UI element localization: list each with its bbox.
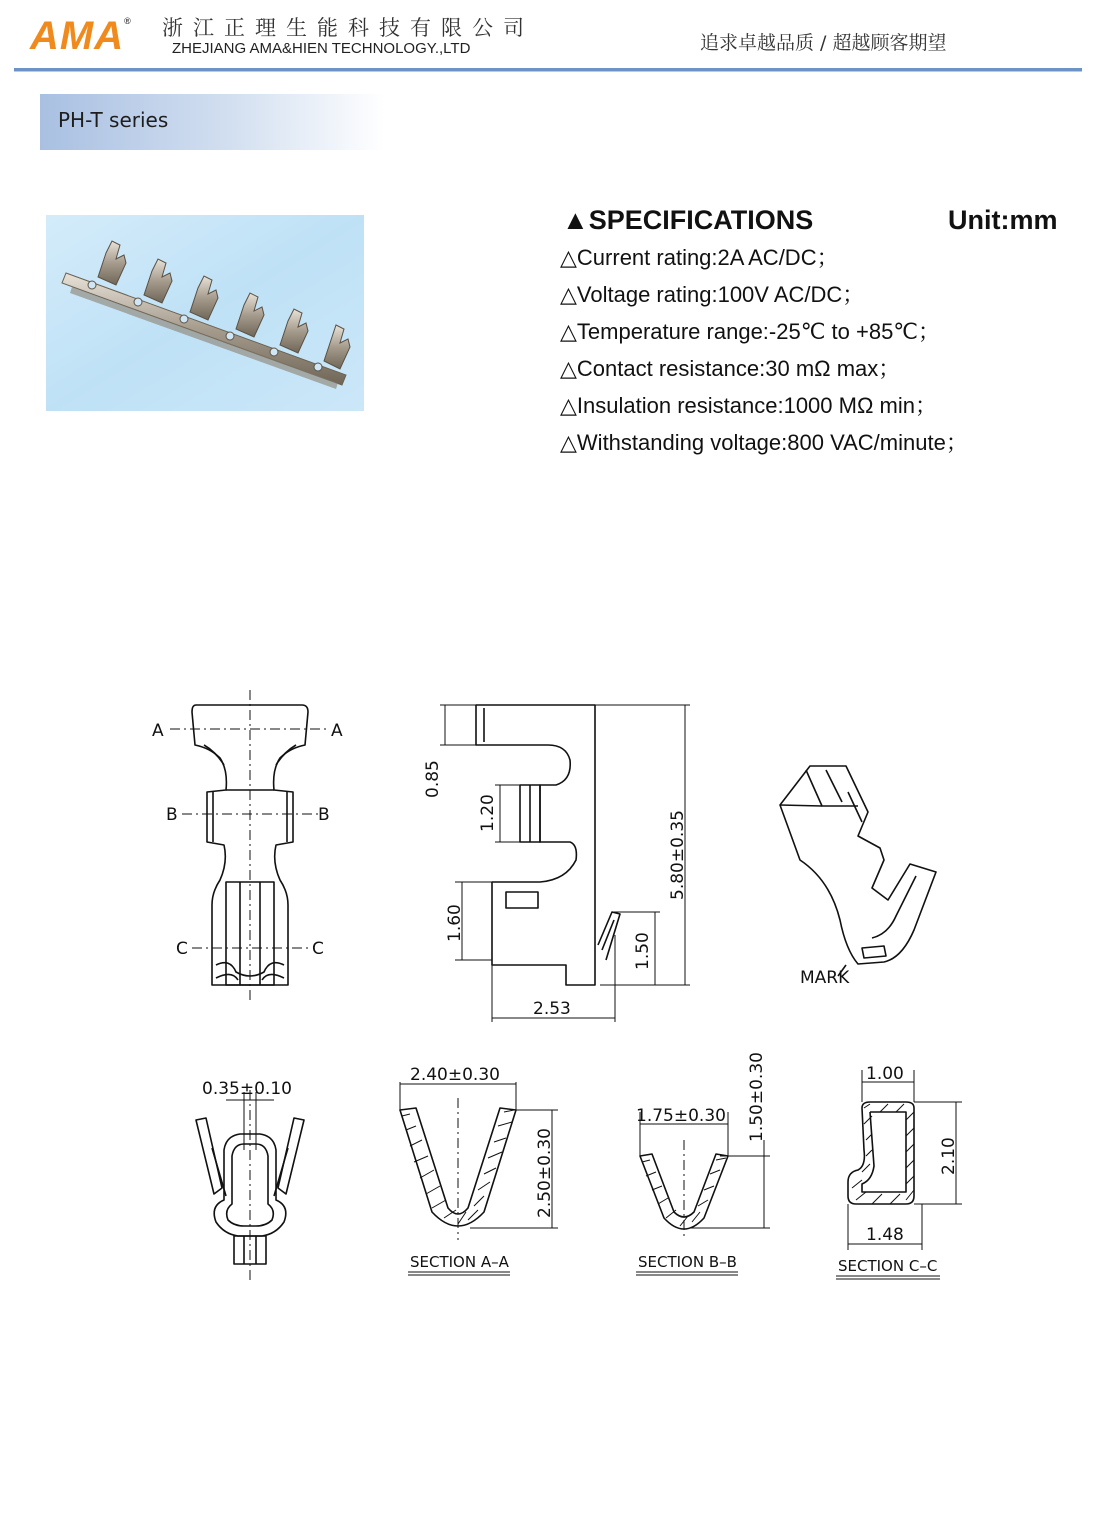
section-cc bbox=[848, 1102, 914, 1204]
dim-160: 1.60 bbox=[445, 904, 465, 942]
dim-253: 2.53 bbox=[533, 999, 571, 1019]
section-bb-label: SECTION B–B bbox=[638, 1253, 737, 1271]
spec-contact-resistance: △Contact resistance:30 mΩ max； bbox=[560, 356, 901, 381]
spec-withstanding-voltage: △Withstanding voltage:800 VAC/minute； bbox=[560, 430, 968, 455]
section-mark-b-left: B bbox=[166, 805, 178, 825]
dim-bb-height: 1.50±0.30 bbox=[747, 1052, 767, 1142]
dim-front-width: 0.35±0.10 bbox=[202, 1079, 292, 1099]
dim-aa-height: 2.50±0.30 bbox=[535, 1128, 555, 1218]
section-mark-c-right: C bbox=[312, 939, 324, 959]
drawing-labels bbox=[152, 721, 959, 1275]
dim-cc-height: 2.10 bbox=[939, 1137, 959, 1175]
specifications-title: ▲SPECIFICATIONS bbox=[562, 205, 814, 235]
section-mark-b-right: B bbox=[318, 805, 330, 825]
section-mark-a-left: A bbox=[152, 721, 164, 741]
dim-085: 0.85 bbox=[423, 760, 443, 798]
dim-aa-width: 2.40±0.30 bbox=[410, 1065, 500, 1085]
isometric-view bbox=[780, 766, 936, 976]
dim-120: 1.20 bbox=[478, 794, 498, 832]
section-cc-label: SECTION C–C bbox=[838, 1257, 938, 1275]
spec-temperature-range: △Temperature range:-25℃ to +85℃； bbox=[560, 319, 941, 344]
company-name-en: ZHEJIANG AMA&HIEN TECHNOLOGY.,LTD bbox=[172, 40, 471, 57]
company-name-cn: 浙江正理生能科技有限公司 bbox=[162, 16, 534, 40]
spec-insulation-resistance: △Insulation resistance:1000 MΩ min； bbox=[560, 393, 937, 418]
dim-150: 1.50 bbox=[633, 932, 653, 970]
dim-580: 5.80±0.35 bbox=[668, 810, 688, 900]
side-view-dimension-lines bbox=[440, 705, 690, 1022]
unit-label: Unit:mm bbox=[948, 205, 1058, 235]
slogan: 追求卓越品质 / 超越顾客期望 bbox=[700, 32, 947, 54]
dim-bb-width: 1.75±0.30 bbox=[636, 1106, 726, 1126]
spec-voltage-rating: △Voltage rating:100V AC/DC； bbox=[560, 282, 865, 307]
dim-cc-bottom: 1.48 bbox=[866, 1225, 904, 1245]
section-aa-label: SECTION A–A bbox=[410, 1253, 509, 1271]
dim-cc-top: 1.00 bbox=[866, 1064, 904, 1084]
series-title: PH-T series bbox=[58, 108, 169, 132]
logo-text: AMA bbox=[30, 14, 125, 58]
side-view bbox=[476, 705, 620, 985]
section-mark-a-right: A bbox=[331, 721, 343, 741]
mark-label: MARK bbox=[800, 968, 850, 988]
spec-current-rating: △Current rating:2A AC/DC； bbox=[560, 245, 839, 270]
registered-mark: ® bbox=[124, 16, 132, 26]
section-mark-c-left: C bbox=[176, 939, 188, 959]
